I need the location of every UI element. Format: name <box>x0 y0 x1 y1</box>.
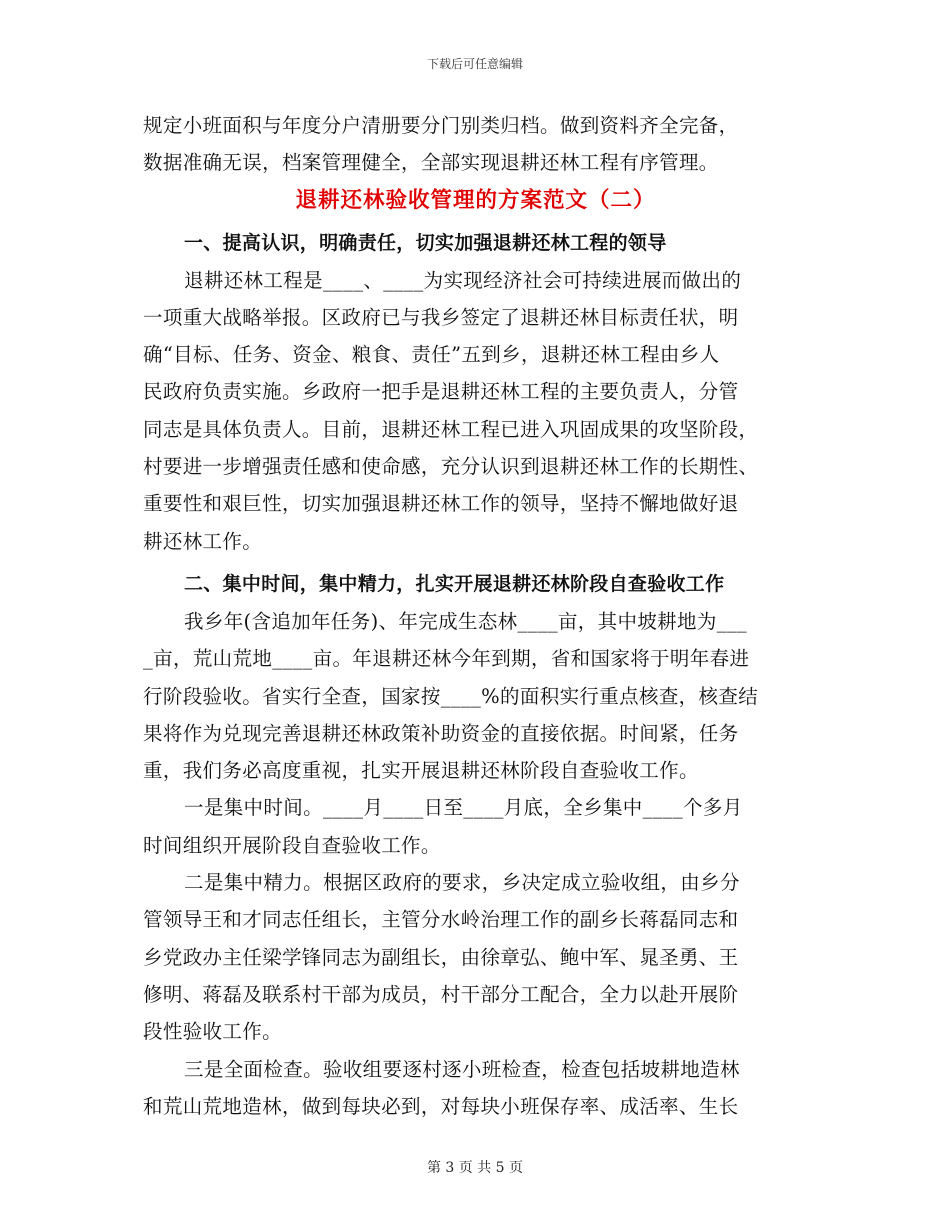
paragraph-line: 退耕还林工程是____、____为实现经济社会可持续进展而做出的 <box>184 268 742 292</box>
paragraph-line: 三是全面检查。验收组要逐村逐小班检查，检查包括坡耕地造林 <box>184 1057 740 1081</box>
section-heading-2: 二、集中时间，集中精力，扎实开展退耕还林阶段自查验收工作 <box>184 572 725 595</box>
intro-line: 数据准确无误，档案管理健全，全部实现退耕还林工程有序管理。 <box>143 151 719 175</box>
paragraph-line: 一是集中时间。____月____日至____月底，全乡集中____个多月 <box>184 796 743 820</box>
paragraph-line: 一项重大战略举报。区政府已与我乡签定了退耕还林目标责任状，明 <box>143 305 739 329</box>
paragraph-line: 管领导王和才同志任组长，主管分水岭治理工作的副乡长蒋磊同志和 <box>143 908 739 932</box>
paragraph-line: 同志是具体负责人。目前，退耕还林工程已进入巩固成果的攻坚阶段， <box>143 417 759 441</box>
paragraph-line: 果将作为兑现完善退耕还林政策补助资金的直接依据。时间紧，任务 <box>143 721 739 745</box>
paragraph-line: 重，我们务必高度重视，扎实开展退耕还林阶段自查验收工作。 <box>143 759 699 783</box>
section-heading-1: 一、提高认识，明确责任，切实加强退耕还林工程的领导 <box>184 231 667 254</box>
paragraph-line: 段性验收工作。 <box>143 1020 282 1044</box>
paragraph-line: _亩，荒山荒地____亩。年退耕还林今年到期，省和国家将于明年春进 <box>143 647 750 671</box>
paragraph-line: 民政府负责实施。乡政府一把手是退耕还林工程的主要负责人，分管 <box>143 380 739 404</box>
header-note: 下载后可任意编辑 <box>426 57 523 71</box>
paragraph-line: 村要进一步增强责任感和使命感，充分认识到退耕还林工作的长期性、 <box>143 455 759 479</box>
page-footer: 第 3 页 共 5 页 <box>426 1160 524 1176</box>
paragraph-line: 时间组织开展阶段自查验收工作。 <box>143 833 441 857</box>
intro-line: 规定小班面积与年度分户清册要分门别类归档。做到资料齐全完备， <box>143 114 739 137</box>
paragraph-line: 耕还林工作。 <box>143 529 263 553</box>
paragraph-line: 我乡年(含追加年任务)、年完成生态林____亩，其中坡耕地为___ <box>184 609 748 633</box>
paragraph-line: 修明、蒋磊及联系村干部为成员，村干部分工配合，全力以赴开展阶 <box>143 982 739 1006</box>
paragraph-line: 乡党政办主任梁学锋同志为副组长，由徐章弘、鲍中军、晁圣勇、王 <box>143 945 739 969</box>
paragraph-line: 行阶段验收。省实行全查，国家按____%的面积实行重点核查，核查结 <box>143 684 759 708</box>
paragraph-line: 和荒山荒地造林，做到每块必到，对每块小班保存率、成活率、生长 <box>143 1094 739 1118</box>
paragraph-line: 确“目标、任务、资金、粮食、责任”五到乡，退耕还林工程由乡人 <box>143 343 720 367</box>
paragraph-line: 重要性和艰巨性，切实加强退耕还林工作的领导，坚持不懈地做好退 <box>143 492 739 516</box>
paragraph-line: 二是集中精力。根据区政府的要求，乡决定成立验收组，由乡分 <box>184 871 740 895</box>
document-body <box>143 107 808 1125</box>
document-title: 退耕还林验收管理的方案范文（二） <box>295 187 656 213</box>
